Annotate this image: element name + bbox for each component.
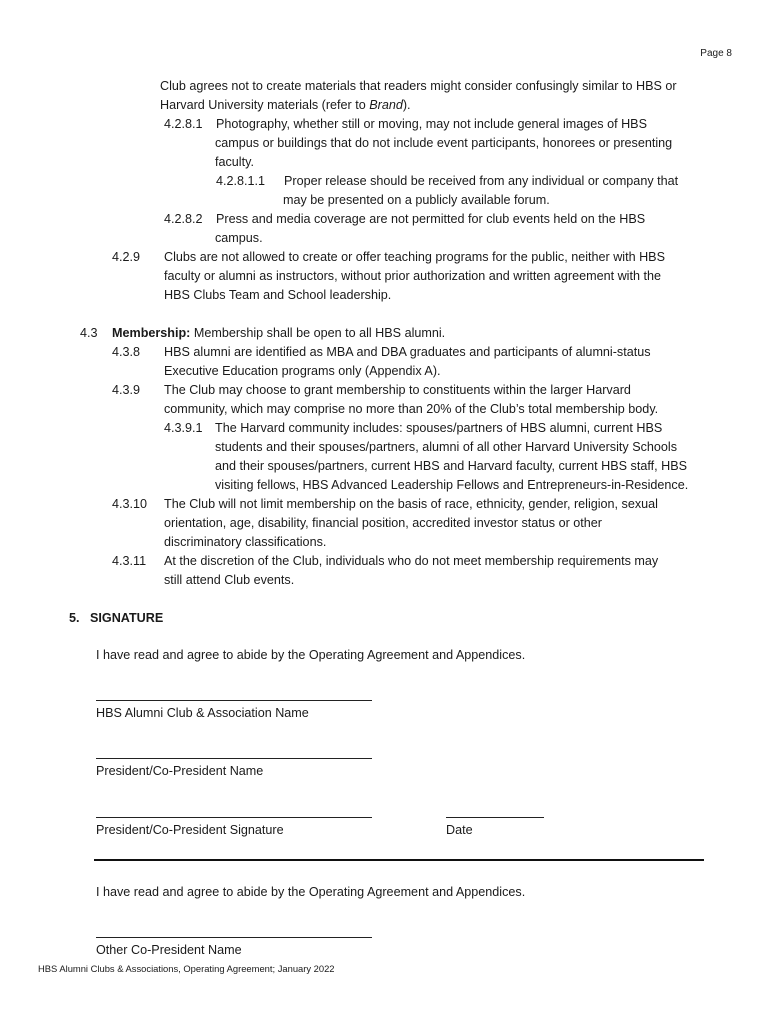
section-text: students and their spouses/partners, alumni of all other Harvard University Schools [215,440,677,454]
section-text: HBS alumni are identified as MBA and DBA graduates and participants of alumni-status [164,345,651,359]
section-text: and their spouses/partners, current HBS and Harvard faculty, current HBS staff, HBS [215,459,688,473]
membership-label: Membership: [112,326,191,340]
section-number: 4.3 [80,326,98,340]
president-signature-line[interactable] [96,817,372,818]
section-text: The Harvard community includes: spouses/partners of HBS alumni, current HBS [215,421,663,435]
agreement-statement-2: I have read and agree to abide by the Operating Agreement and Appendices. [96,885,526,899]
section-text: faculty or alumni as instructors, without prior authorization and written agreement with the [164,269,661,283]
intro-line-2 [160,96,411,115]
page-number: Page 8 [700,48,732,59]
section-text: campus. [215,231,263,245]
section-number: 4.3.9 [112,383,141,397]
section-text: faculty. [215,155,254,169]
other-copresident-name-line[interactable] [96,937,372,938]
intro-text-post: ). [402,98,411,112]
section-text: may be presented on a publicly available forum. [283,193,550,207]
signature-heading: 5. SIGNATURE [69,611,164,625]
section-text: discriminatory classifications. [164,535,327,549]
section-text: visiting fellows, HBS Advanced Leadership Fellows and Entrepreneurs-in-Residence. [215,478,689,492]
section-divider [94,859,704,861]
section-number: 4.2.9 [112,250,141,264]
intro-line-1: Club agrees not to create materials that readers might consider confusingly similar to HBS or [160,79,677,93]
other-copresident-name-label: Other Co-President Name [96,943,242,957]
section-text: orientation, age, disability, financial position, accredited investor status or other [164,516,602,530]
section-text: still attend Club events. [164,573,295,587]
section-text: The Club will not limit membership on the basis of race, ethnicity, gender, religion, sexual [164,497,658,511]
section-number: 4.3.10 [112,497,148,511]
section-text: At the discretion of the Club, individuals who do not meet membership requirements may [164,554,659,568]
section-text: Press and media coverage are not permitted for club events held on the HBS [216,212,646,226]
agreement-statement: I have read and agree to abide by the Operating Agreement and Appendices. [96,648,526,662]
section-number: 4.3.9.1 [164,421,203,435]
intro-text-pre: Harvard University materials (refer to [160,98,370,112]
date-line[interactable] [446,817,544,818]
president-signature-label: President/Co-President Signature [96,823,284,837]
section-number: 4.2.8.2 [164,212,203,226]
club-name-line[interactable] [96,700,372,701]
section-text: Executive Education programs only (Appendix A). [164,364,441,378]
president-name-label: President/Co-President Name [96,764,264,778]
president-name-line[interactable] [96,758,372,759]
brand-reference: Brand [369,98,403,112]
section-number: 4.2.8.1.1 [216,174,266,188]
section-text: Photography, whether still or moving, may not include general images of HBS [216,117,647,131]
section-text: The Club may choose to grant membership to constituents within the larger Harvard [164,383,631,397]
page-footer: HBS Alumni Clubs & Associations, Operating Agreement; January 2022 [38,963,335,974]
section-text: Proper release should be received from any individual or company that [284,174,679,188]
membership-text: Membership shall be open to all HBS alumni. [190,326,446,340]
section-text: Clubs are not allowed to create or offer teaching programs for the public, neither with HBS [164,250,665,264]
date-label: Date [446,823,473,837]
section-text: campus or buildings that do not include event participants, honorees or presenting [215,136,673,150]
section-text: community, which may comprise no more than 20% of the Club’s total membership body. [164,402,659,416]
section-number: 4.3.8 [112,345,141,359]
section-text [112,324,445,343]
section-number: 4.2.8.1 [164,117,203,131]
section-number: 4.3.11 [112,554,147,568]
club-name-label: HBS Alumni Club & Association Name [96,706,309,720]
section-text: HBS Clubs Team and School leadership. [164,288,392,302]
